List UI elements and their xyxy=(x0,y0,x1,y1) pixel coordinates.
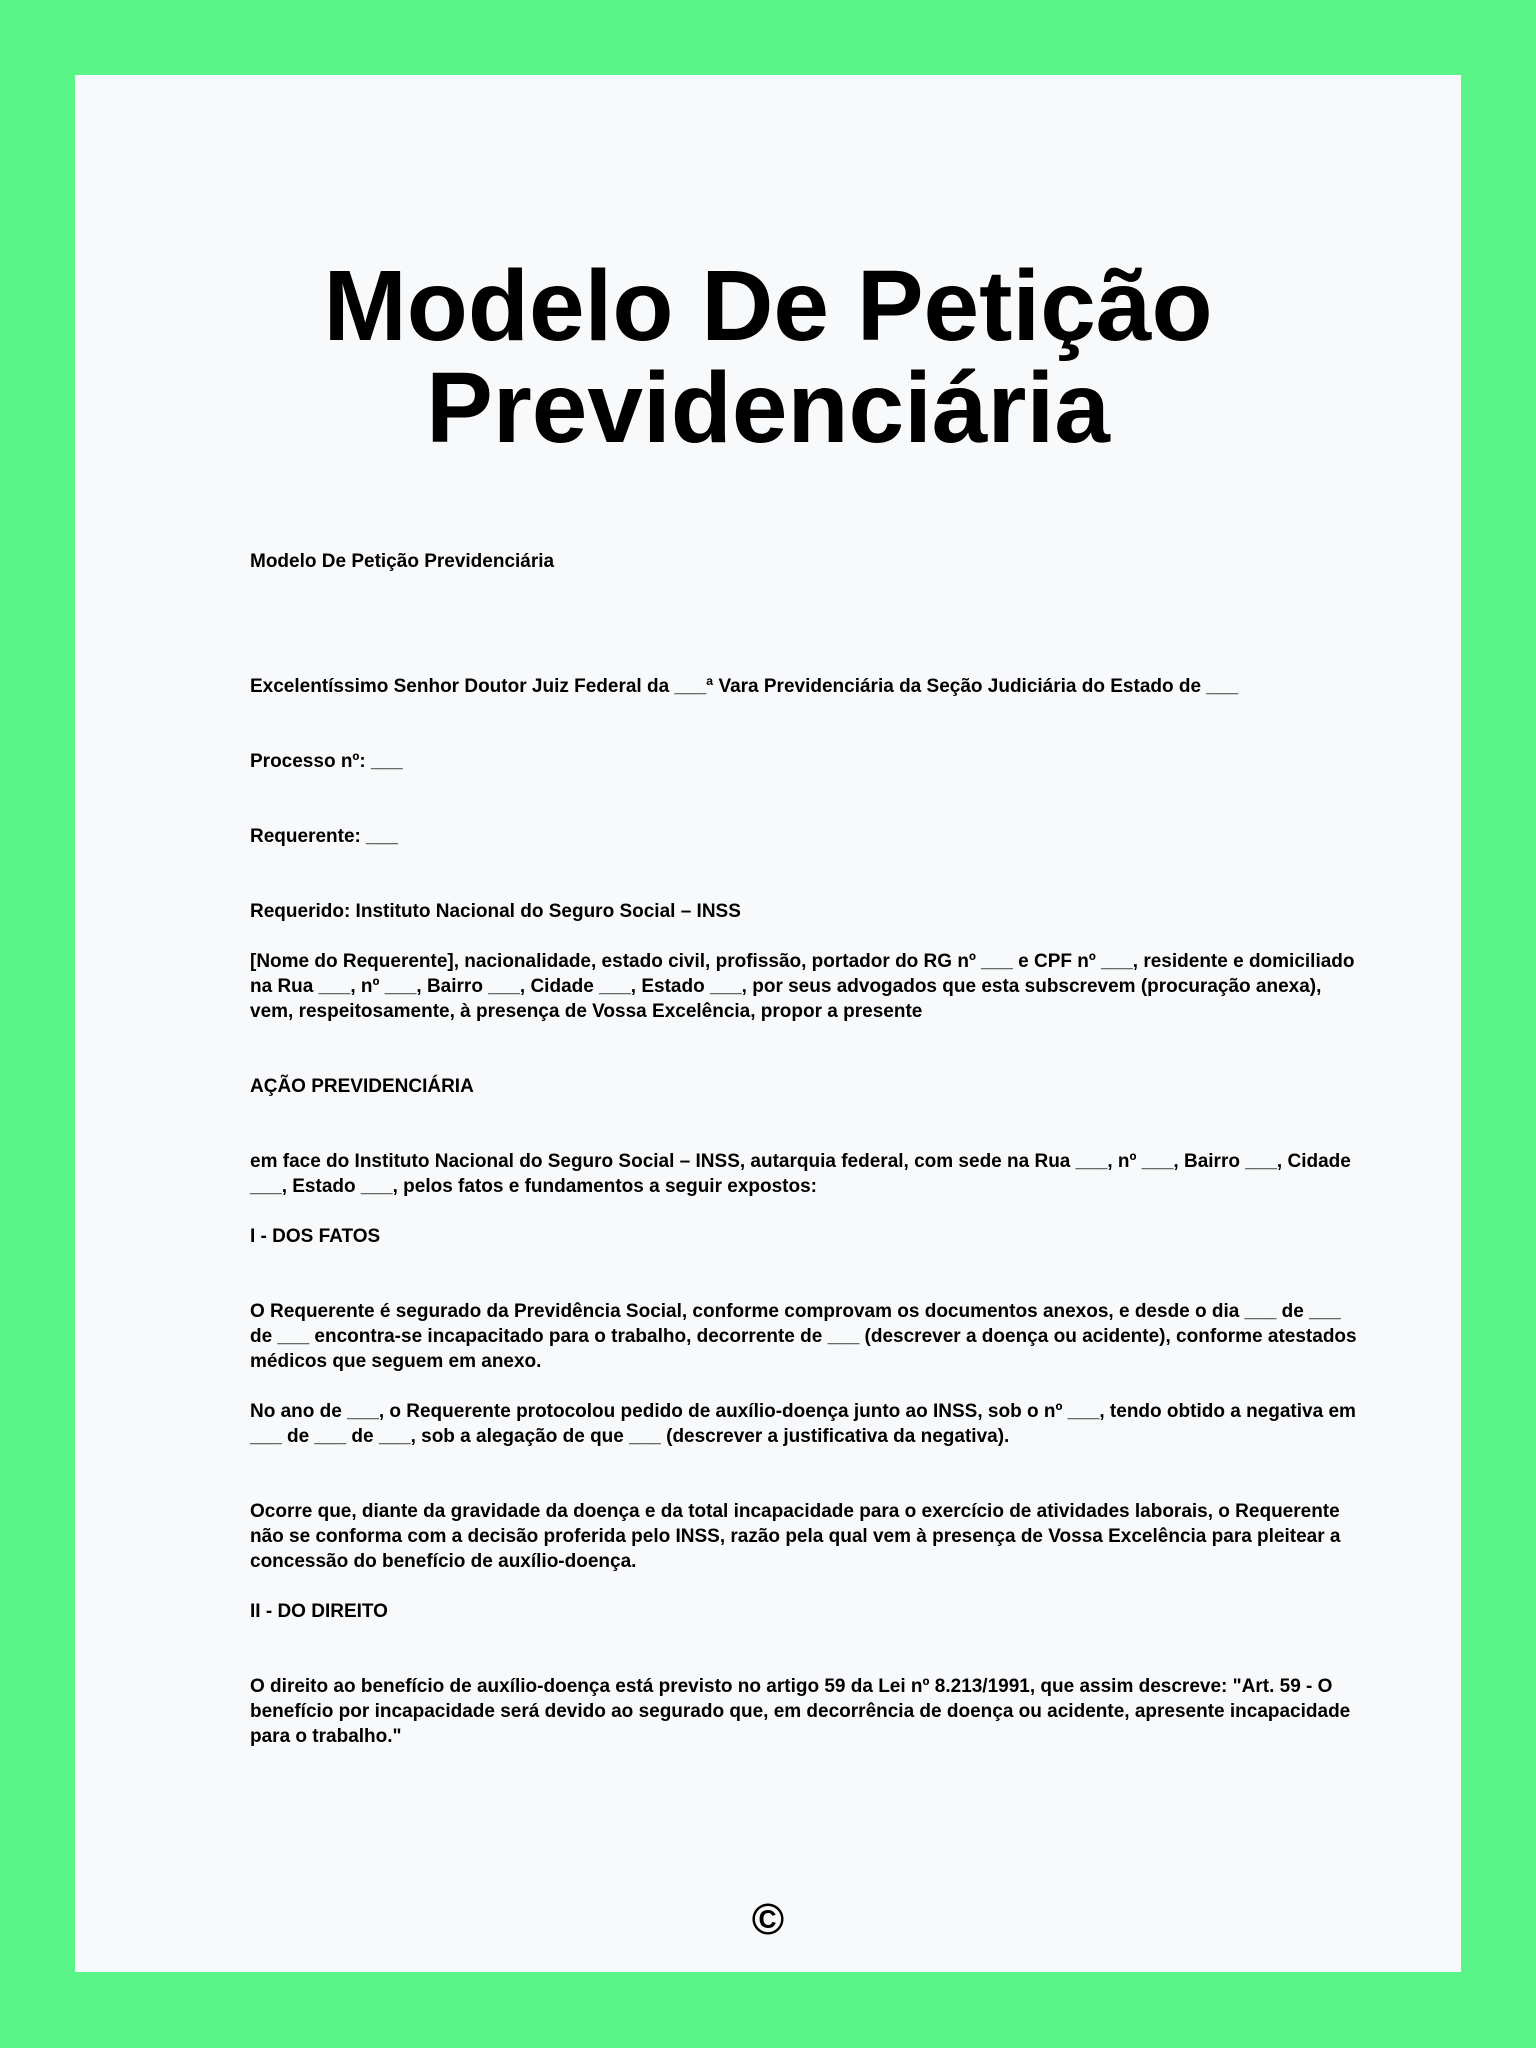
action-title: AÇÃO PREVIDENCIÁRIA xyxy=(250,1076,474,1097)
section-heading-facts: I - DOS FATOS xyxy=(250,1226,381,1247)
facts-paragraph-2: No ano de ___, o Requerente protocolou pedido de auxílio-doença junto ao INSS, sob o nº ___, tendo obtido a negativa em ___ de ___ de ___, sob a alegação de que ___ (descrever a justificativa da negativa). xyxy=(250,1401,1356,1447)
document-title: Modelo De Petição Previdenciária xyxy=(323,250,1213,464)
defendant-paragraph: em face do Instituto Nacional do Seguro Social – INSS, autarquia federal, com sede na Rua ___, nº ___, Bairro ___, Cidade ___, Estado ___, pelos fatos e fundamentos a seguir expostos: xyxy=(250,1151,1351,1197)
facts-paragraph-3: Ocorre que, diante da gravidade da doença e da total incapacidade para o exercício de atividades laborais, o Requerente não se conforma com a decisão proferida pelo INSS, razão pela qual vem à presença de Vossa Excelência para pleitear a concessão do benefício de auxílio-doença. xyxy=(250,1501,1341,1572)
document-page xyxy=(75,75,1461,1972)
law-paragraph-1: O direito ao benefício de auxílio-doença está previsto no artigo 59 da Lei nº 8.213/1991, que assim descreve: "Art. 59 - O benefício por incapacidade será devido ao segurado que, em decorrência de doença ou acidente, apresente incapacidade para o trabalho." xyxy=(250,1676,1351,1747)
petitioner-line: Requerente: ___ xyxy=(250,826,398,847)
addressee-paragraph: Excelentíssimo Senhor Doutor Juiz Federal da ___ª Vara Previdenciária da Seção Judiciária do Estado de ___ xyxy=(250,676,1239,697)
respondent-line: Requerido: Instituto Nacional do Seguro Social – INSS xyxy=(250,901,741,922)
section-heading-law: II - DO DIREITO xyxy=(250,1601,388,1622)
process-number: Processo nº: ___ xyxy=(250,751,403,772)
copyright-symbol: © xyxy=(751,1895,785,1944)
body-heading: Modelo De Petição Previdenciária xyxy=(250,551,555,572)
qualification-paragraph: [Nome do Requerente], nacionalidade, estado civil, profissão, portador do RG nº ___ e CPF nº ___, residente e domiciliado na Rua ___, nº ___, Bairro ___, Cidade ___, Estado ___, por seus advogados que esta subscrevem (procuração anexa), vem, respeitosamente, à presença de Vossa Excelência, propor a presente xyxy=(250,951,1355,1022)
facts-paragraph-1: O Requerente é segurado da Previdência Social, conforme comprovam os documentos anexos, e desde o dia ___ de ___ de ___ encontra-se incapacitado para o trabalho, decorrente de ___ (descrever a doença ou acidente), conforme atestados médicos que seguem em anexo. xyxy=(250,1301,1357,1372)
document-body xyxy=(250,549,1365,1749)
